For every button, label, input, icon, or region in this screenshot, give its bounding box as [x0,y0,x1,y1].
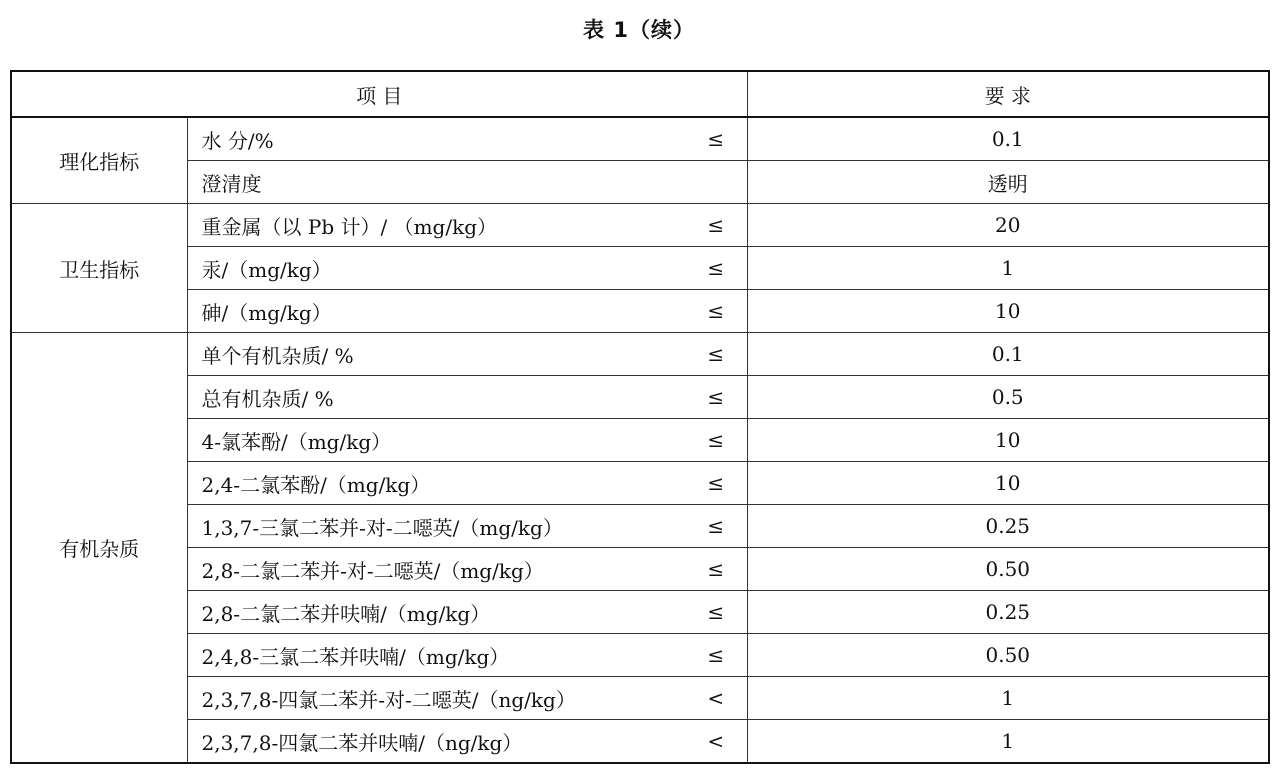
table-row [11,247,1269,290]
value-cell: 20 [747,204,1269,247]
operator-cell: ≤ [685,333,747,376]
operator-cell: ≤ [685,290,747,333]
table-row [11,204,1269,247]
operator-cell: ≤ [685,376,747,419]
header-row [11,71,1269,117]
value-cell: 10 [747,290,1269,333]
operator-cell: ≤ [685,591,747,634]
operator-cell: ≤ [685,247,747,290]
value-cell: 1 [747,677,1269,720]
table-row [11,720,1269,764]
value-cell: 0.50 [747,634,1269,677]
category-cell: 卫生指标 [11,204,187,333]
table-row [11,419,1269,462]
operator-cell [685,161,747,204]
value-cell: 10 [747,419,1269,462]
item-cell: 2,4-二氯苯酚/（mg/kg） [187,462,685,505]
item-column-header: 项 目 [11,71,747,117]
table-row [11,333,1269,376]
table-caption: 表 1（续） [583,18,695,42]
operator-cell: ≤ [685,204,747,247]
value-cell: 10 [747,462,1269,505]
operator-cell: ≤ [685,419,747,462]
operator-cell: ≤ [685,634,747,677]
value-cell: 0.25 [747,505,1269,548]
item-cell: 汞/（mg/kg） [187,247,685,290]
table-row [11,634,1269,677]
item-cell: 1,3,7-三氯二苯并-对-二噁英/（mg/kg） [187,505,685,548]
value-cell: 透明 [747,161,1269,204]
operator-cell: ≤ [685,505,747,548]
item-cell: 2,8-二氯二苯并呋喃/（mg/kg） [187,591,685,634]
table-row [11,591,1269,634]
item-cell: 水 分/% [187,117,685,161]
table-row [11,117,1269,161]
requirement-column-header: 要 求 [747,71,1269,117]
item-cell: 砷/（mg/kg） [187,290,685,333]
value-cell: 0.1 [747,117,1269,161]
operator-cell: ≤ [685,548,747,591]
value-cell: 0.1 [747,333,1269,376]
table-row [11,161,1269,204]
category-cell: 理化指标 [11,117,187,204]
operator-cell: ≤ [685,117,747,161]
item-cell: 4-氯苯酚/（mg/kg） [187,419,685,462]
value-cell: 0.5 [747,376,1269,419]
item-cell: 澄清度 [187,161,685,204]
table-row [11,677,1269,720]
operator-cell: ≤ [685,462,747,505]
value-cell: 0.25 [747,591,1269,634]
item-cell: 总有机杂质/ % [187,376,685,419]
operator-cell: < [685,677,747,720]
specification-table [10,70,1270,764]
item-cell: 2,3,7,8-四氯二苯并-对-二噁英/（ng/kg） [187,677,685,720]
value-cell: 1 [747,247,1269,290]
table-row [11,505,1269,548]
item-cell: 2,8-二氯二苯并-对-二噁英/（mg/kg） [187,548,685,591]
value-cell: 1 [747,720,1269,764]
table-row [11,290,1269,333]
item-cell: 2,4,8-三氯二苯并呋喃/（mg/kg） [187,634,685,677]
value-cell: 0.50 [747,548,1269,591]
table-row [11,462,1269,505]
item-cell: 2,3,7,8-四氯二苯并呋喃/（ng/kg） [187,720,685,764]
item-cell: 单个有机杂质/ % [187,333,685,376]
table-row [11,548,1269,591]
category-cell: 有机杂质 [11,333,187,764]
item-cell: 重金属（以 Pb 计）/ （mg/kg） [187,204,685,247]
operator-cell: < [685,720,747,764]
table-row [11,376,1269,419]
